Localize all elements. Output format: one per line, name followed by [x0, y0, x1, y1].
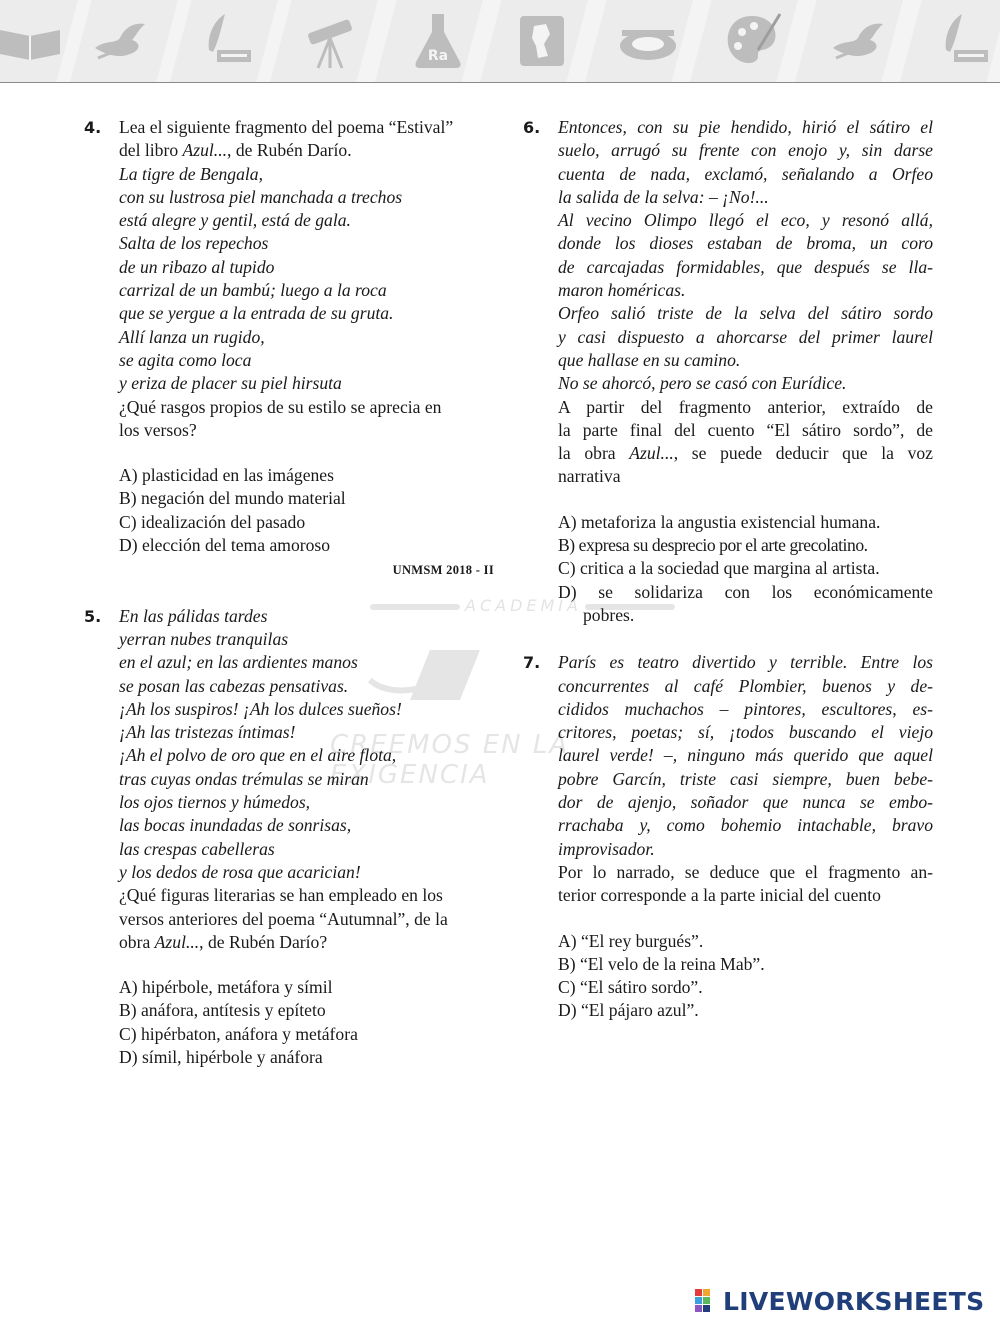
option-b[interactable]: B) “El velo de la reina Mab”. — [558, 953, 765, 974]
liveworksheets-logo-icon — [695, 1289, 719, 1313]
option-d[interactable]: D) símil, hipérbole y anáfora — [119, 1046, 323, 1067]
verse-line: y los dedos de rosa que acarician! — [119, 861, 361, 882]
passage-line: donde los dioses estaban de broma, un coro — [558, 233, 933, 254]
open-book-icon — [0, 10, 60, 70]
passage-line: rrachaba y, como bohemio intachable, bravo — [558, 815, 933, 836]
question-text: narrativa — [558, 466, 621, 487]
passage-line: critores, poetas; sí, ¡todos buscando el viejo — [558, 722, 933, 743]
telescope-icon — [300, 10, 360, 70]
passage-line: que hallase en su camino. — [558, 349, 741, 370]
left-column — [84, 116, 494, 1069]
passage-line: Al vecino Olimpo llegó el eco, y resonó allá, — [558, 210, 933, 231]
header-banner — [0, 0, 1000, 83]
passage-line: París es teatro divertido y terrible. Entre los — [558, 652, 933, 673]
option-b[interactable]: B) expresa su desprecio por el arte grecolatino. — [558, 535, 868, 556]
verse-line: ¡Ah los suspiros! ¡Ah los dulces sueños! — [119, 698, 402, 719]
passage-line: la salida de la selva: – ¡No!... — [558, 186, 769, 207]
passage-line: Orfeo salió triste de la selva del sátiro sordo — [558, 303, 933, 324]
question-intro: del libro Azul..., de Rubén Darío. — [119, 140, 352, 161]
passage-line: concurrentes al café Plombier, buenos y de- — [558, 675, 933, 696]
question-text: ¿Qué rasgos propios de su estilo se aprecia en — [119, 396, 442, 417]
verse-line: se posan las cabezas pensativas. — [119, 675, 349, 696]
option-a[interactable]: A) hipérbole, metáfora y símil — [119, 977, 333, 998]
option-c[interactable]: C) hipérbaton, anáfora y metáfora — [119, 1023, 358, 1044]
verse-line: yerran nubes tranquilas — [119, 628, 289, 649]
verse-line: se agita como loca — [119, 349, 252, 370]
passage-line: Entonces, con su pie hendido, hirió el sátiro el — [558, 117, 933, 137]
question-number: 6. — [523, 118, 541, 137]
question-text: terior corresponde a la parte inicial del cuento — [558, 885, 881, 906]
option-c[interactable]: C) “El sátiro sordo”. — [558, 977, 703, 998]
question-number: 4. — [84, 118, 102, 137]
option-a[interactable]: A) plasticidad en las imágenes — [119, 465, 334, 486]
question-text: A partir del fragmento anterior, extraído de — [558, 396, 933, 417]
verse-line: en el azul; en las ardientes manos — [119, 652, 358, 673]
question-5 — [84, 605, 494, 1070]
verse-line: ¡Ah el polvo de oro que en el aire flota, — [119, 745, 397, 766]
question-text: obra Azul..., de Rubén Darío? — [119, 931, 328, 952]
svg-text:Ra: Ra — [427, 48, 449, 64]
question-text: Por lo narrado, se deduce que el fragmento an- — [558, 861, 933, 882]
liveworksheets-brand[interactable] — [695, 1285, 984, 1317]
quill-book-icon — [932, 10, 992, 70]
verse-line: ¡Ah las tristezas íntimas! — [119, 722, 296, 743]
quill-book-icon — [195, 10, 255, 70]
question-text: la obra Azul..., se puede deducir que la voz — [558, 443, 933, 464]
flask-icon — [408, 10, 468, 70]
passage-line: dor de ajenjo, soñador que nunca se embo- — [558, 792, 933, 813]
question-text: versos anteriores del poema “Autumnal”, de la — [119, 908, 448, 929]
passage-line: y casi dispuesto a ahorcarse del primer laurel — [558, 326, 933, 347]
passage-line: maron homéricas. — [558, 280, 686, 301]
question-7 — [523, 651, 933, 1022]
passage-line: de carcajadas formidables, que después se lla- — [558, 256, 933, 277]
question-number: 7. — [523, 653, 541, 673]
passage-line: pobre Garcín, triste casi siempre, buen bebe- — [558, 768, 933, 789]
verse-line: que se yergue a la entrada de su gruta. — [119, 303, 394, 324]
verse-line: las bocas inundadas de sonrisas, — [119, 815, 352, 836]
option-c[interactable]: C) idealización del pasado — [119, 511, 306, 532]
option-d[interactable]: D) “El pájaro azul”. — [558, 1000, 699, 1021]
option-b[interactable]: B) negación del mundo material — [119, 488, 346, 509]
exam-source: UNMSM 2018 - II — [392, 563, 494, 578]
passage-line: cididos muchachos – pintores, escultores, es- — [558, 698, 933, 719]
option-d-continued[interactable]: pobres. — [583, 604, 635, 625]
watermark-slogan: CREEMOS EN LA EXIGENCIA — [330, 730, 570, 790]
question-text: los versos? — [119, 419, 197, 440]
question-number: 5. — [84, 606, 102, 626]
verse-line: tras cuyas ondas trémulas se miran — [119, 768, 369, 789]
book-map-icon — [512, 10, 572, 70]
passage-line: cuenta de nada, exclamó, señalando a Orfeo — [558, 163, 933, 184]
option-d[interactable]: D) se solidariza con los económicamente — [558, 581, 933, 602]
verse-line: y eriza de placer su piel hirsuta — [119, 373, 342, 394]
palette-icon — [722, 10, 782, 70]
passage-line: No se ahorcó, pero se casó con Eurídice. — [558, 373, 847, 394]
dove-icon — [90, 10, 150, 70]
option-c[interactable]: C) critica a la sociedad que margina al artista. — [558, 558, 880, 579]
question-4 — [84, 116, 494, 583]
question-intro: Lea el siguiente fragmento del poema “Estival” — [119, 117, 454, 137]
verse-line: está alegre y gentil, está de gala. — [119, 210, 351, 231]
right-column — [523, 116, 933, 1023]
verse-line: En las pálidas tardes — [119, 605, 268, 626]
verse-line: carrizal de un bambú; luego a la roca — [119, 280, 387, 301]
verse-line: Allí lanza un rugido, — [119, 326, 265, 347]
question-text: la parte final del cuento “El sátiro sordo”, de — [558, 419, 933, 440]
question-6 — [523, 116, 933, 627]
watermark-academia: ACADEMIA — [465, 596, 582, 615]
passage-line: improvisador. — [558, 838, 655, 859]
stadium-icon — [618, 10, 678, 70]
verse-line: de un ribazo al tupido — [119, 256, 275, 277]
verse-line: las crespas cabelleras — [119, 838, 275, 859]
verse-line: los ojos tiernos y húmedos, — [119, 792, 311, 813]
dove-icon — [828, 10, 888, 70]
brand-text: LIVEWORKSHEETS — [723, 1286, 985, 1316]
verse-line: La tigre de Bengala, — [119, 163, 263, 184]
option-a[interactable]: A) metaforiza la angustia existencial humana. — [558, 511, 881, 532]
verse-line: Salta de los repechos — [119, 233, 269, 254]
option-d[interactable]: D) elección del tema amoroso — [119, 535, 331, 556]
question-text: ¿Qué figuras literarias se han empleado en los — [119, 885, 443, 906]
verse-line: con su lustrosa piel manchada a trechos — [119, 186, 403, 207]
option-b[interactable]: B) anáfora, antítesis y epíteto — [119, 1000, 326, 1021]
passage-line: laurel verde! –, ninguno más querido que aquel — [558, 745, 933, 766]
passage-line: suelo, arrugó su frente con enojo y, sin darse — [558, 140, 933, 161]
option-a[interactable]: A) “El rey burgués”. — [558, 930, 704, 951]
